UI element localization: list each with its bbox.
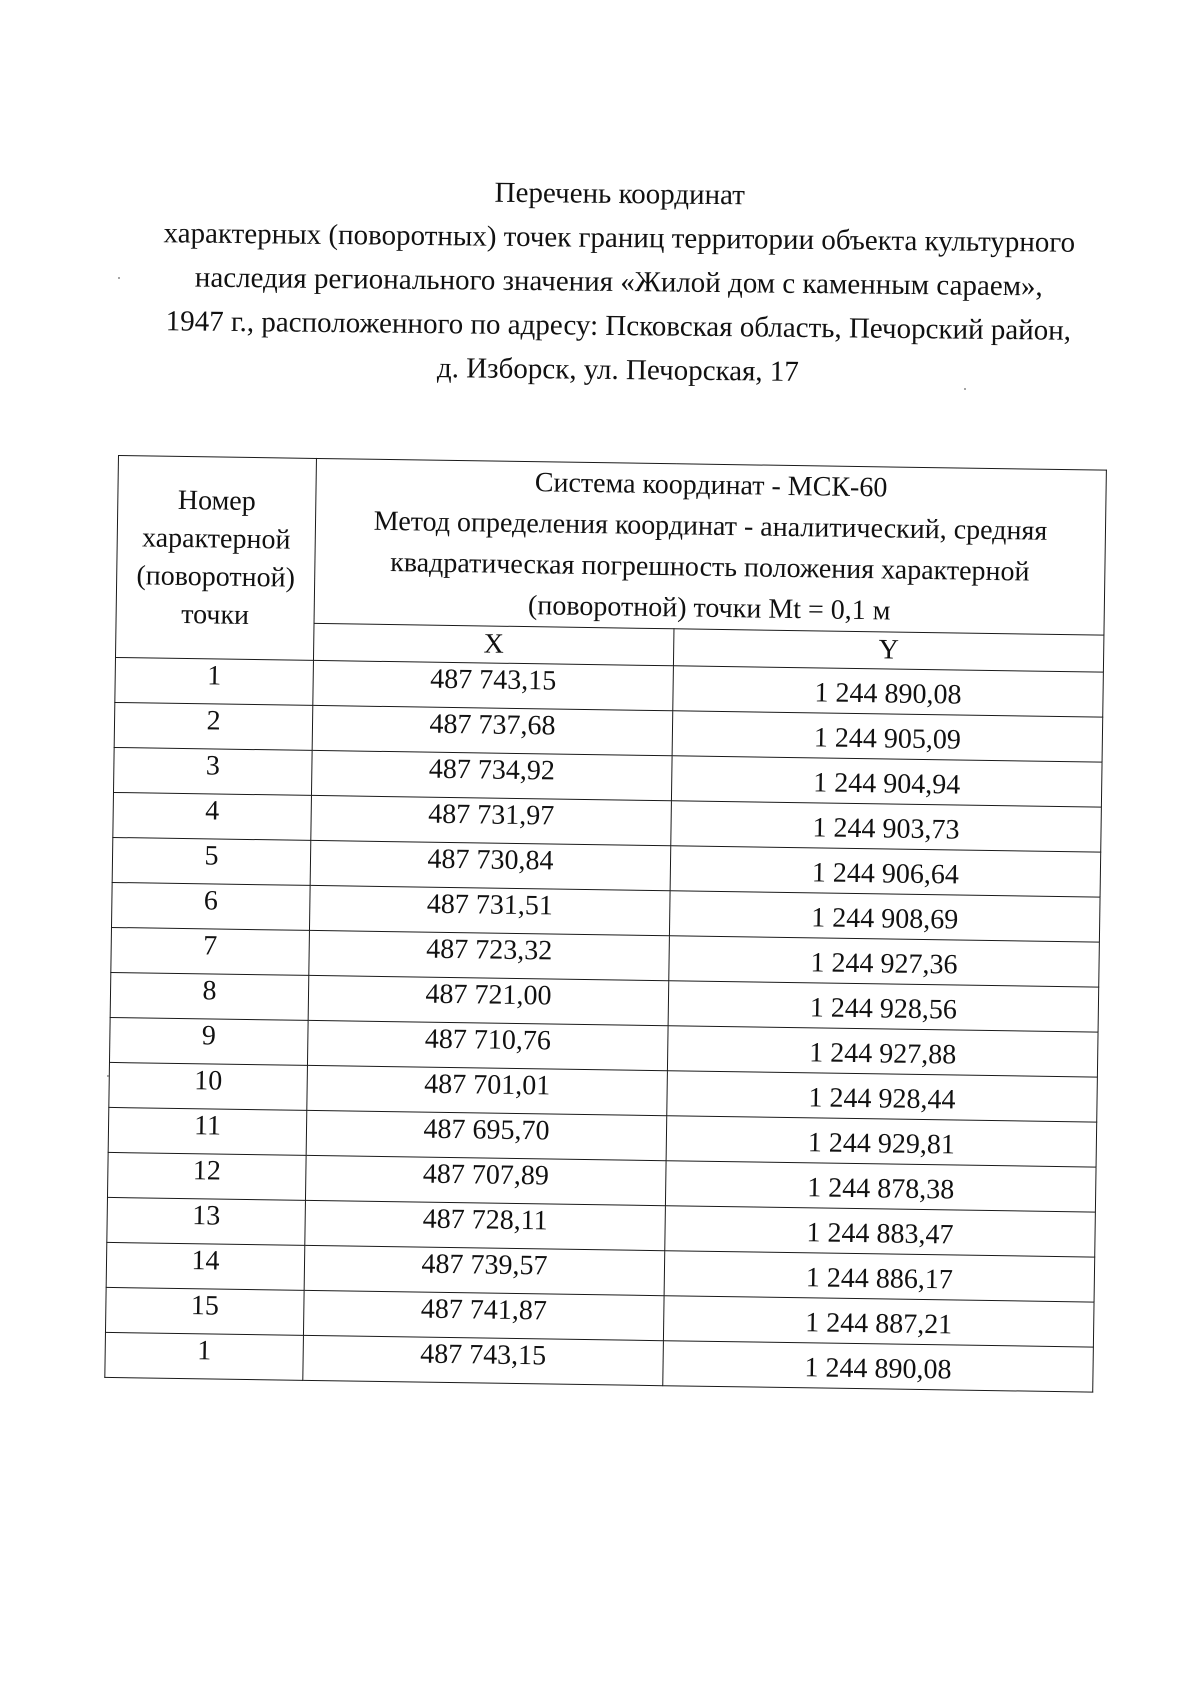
x-coordinate-cell: 487 731,51 [309,885,670,935]
y-coordinate-cell: 1 244 890,08 [673,666,1104,717]
coordinates-table-wrapper [104,455,1112,1393]
title-line-2: характерных (поворотных) точек границ территории объекта культурного [163,217,1076,259]
point-number-cell: 7 [111,927,310,975]
x-coordinate-cell: 487 701,01 [307,1065,668,1115]
point-number-cell: 8 [110,972,309,1020]
y-coordinate-cell: 1 244 905,09 [672,711,1103,762]
y-coordinate-cell: 1 244 883,47 [665,1206,1096,1257]
x-coordinate-cell: 487 710,76 [307,1020,668,1070]
title-line-4: 1947 г., расположенного по адресу: Псковская область, Печорский район, [165,305,1072,347]
x-coordinate-cell: 487 721,00 [308,975,669,1025]
point-number-cell: 1 [115,657,314,705]
y-coordinate-cell: 1 244 908,69 [669,891,1100,942]
document-title [128,167,1110,397]
point-number-cell: 13 [107,1197,306,1245]
scan-speck [107,1075,109,1077]
y-coordinate-cell: 1 244 927,36 [669,936,1100,987]
point-number-cell: 10 [109,1062,308,1110]
point-number-cell: 2 [114,702,313,750]
x-coordinate-cell: 487 741,87 [303,1290,664,1340]
title-line-3: наследия регионального значения «Жилой дом с каменным сараем», [194,261,1043,303]
x-coordinate-cell: 487 730,84 [310,840,671,890]
x-coordinate-cell: 487 728,11 [305,1200,666,1250]
header-point-number: Номер характерной (поворотной) точки [115,456,316,661]
point-number-cell: 12 [107,1152,306,1200]
x-coordinate-cell: 487 739,57 [304,1245,665,1295]
y-coordinate-cell: 1 244 927,88 [667,1026,1098,1077]
header-coordinate-system: Система координат - МСК-60 Метод определения координат - аналитический, средняя квадратическая погрешность положения характерной (поворотной) точки Mt = 0,1 м [314,458,1106,635]
header-x: X [313,623,674,665]
x-coordinate-cell: 487 743,15 [313,660,674,710]
y-coordinate-cell: 1 244 890,08 [663,1341,1094,1392]
point-number-cell: 5 [112,837,311,885]
point-number-cell: 4 [113,792,312,840]
title-line-5: д. Изборск, ул. Печорская, 17 [436,352,800,388]
y-coordinate-cell: 1 244 886,17 [664,1251,1095,1302]
x-coordinate-cell: 487 737,68 [312,705,673,755]
x-coordinate-cell: 487 707,89 [305,1155,666,1205]
scan-speck [964,388,966,390]
x-coordinate-cell: 487 731,97 [311,795,672,845]
header-y: Y [673,629,1104,672]
y-coordinate-cell: 1 244 906,64 [670,846,1101,897]
point-number-cell: 11 [108,1107,307,1155]
y-coordinate-cell: 1 244 887,21 [663,1296,1094,1347]
y-coordinate-cell: 1 244 903,73 [671,801,1102,852]
x-coordinate-cell: 487 695,70 [306,1110,667,1160]
x-coordinate-cell: 487 734,92 [311,750,672,800]
y-coordinate-cell: 1 244 878,38 [665,1161,1096,1212]
y-coordinate-cell: 1 244 928,44 [667,1071,1098,1122]
point-number-cell: 1 [105,1332,304,1380]
point-number-cell: 3 [113,747,312,795]
y-coordinate-cell: 1 244 928,56 [668,981,1099,1032]
point-number-cell: 6 [111,882,310,930]
y-coordinate-cell: 1 244 929,81 [666,1116,1097,1167]
title-line-1: Перечень координат [494,176,746,212]
point-number-cell: 14 [106,1242,305,1290]
table-body [105,657,1104,1392]
y-coordinate-cell: 1 244 904,94 [671,756,1102,807]
point-number-cell: 15 [105,1287,304,1335]
point-number-cell: 9 [109,1017,308,1065]
scan-speck [118,277,120,279]
x-coordinate-cell: 487 723,32 [309,930,670,980]
coordinates-table [104,455,1107,1393]
x-coordinate-cell: 487 743,15 [303,1335,664,1385]
